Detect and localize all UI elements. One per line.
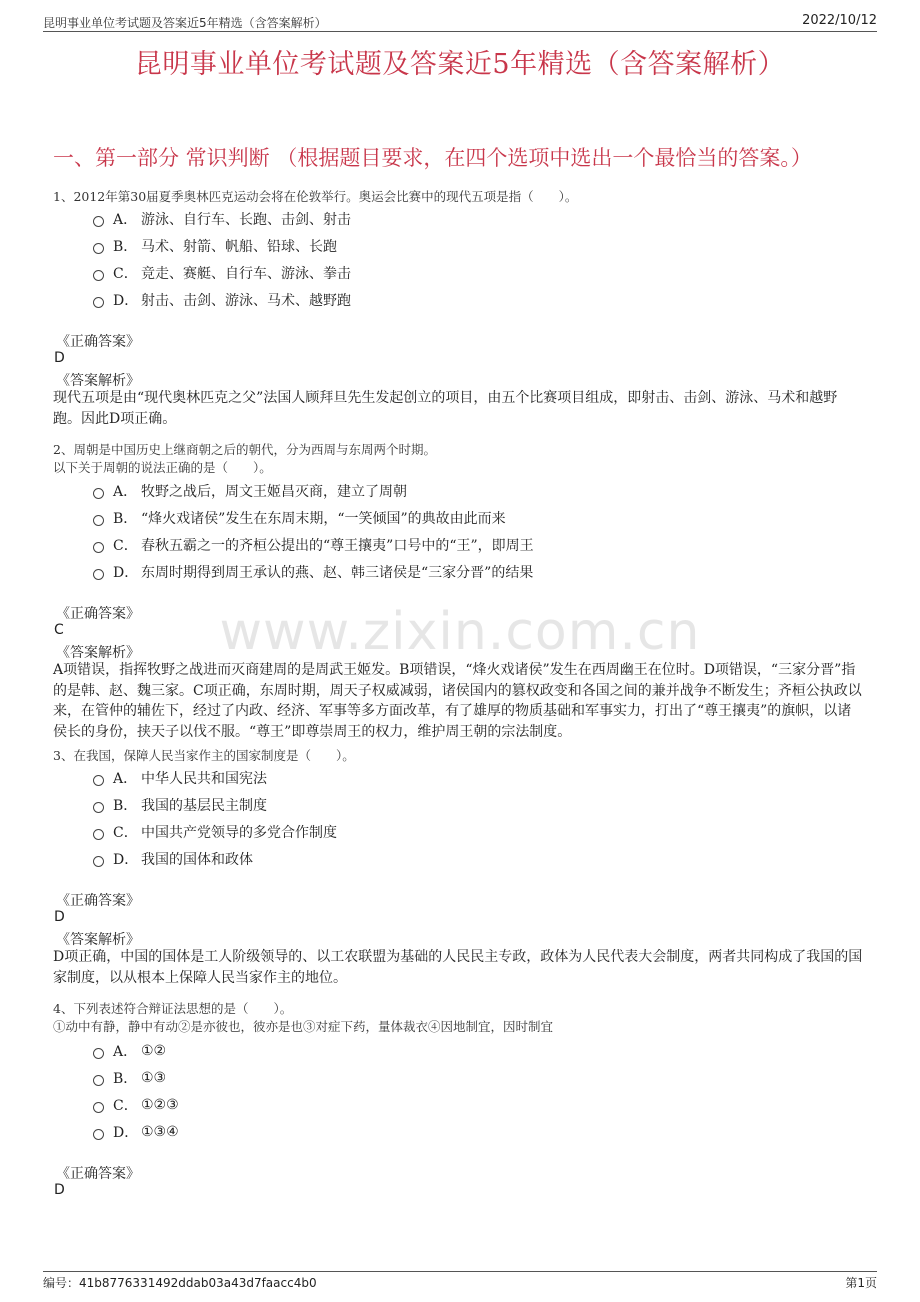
question-2-answer: C: [54, 622, 64, 638]
question-3-answer: D: [54, 909, 65, 925]
radio-icon[interactable]: [93, 297, 104, 308]
radio-icon[interactable]: [93, 216, 104, 227]
header-doc-title: 昆明事业单位考试题及答案近5年精选（含答案解析）: [43, 16, 327, 30]
question-4-option-c[interactable]: C． ①②③: [93, 1095, 179, 1115]
radio-icon[interactable]: [93, 1075, 104, 1086]
question-2-option-a[interactable]: A． 牧野之战后，周文王姬昌灭商，建立了周朝: [93, 481, 407, 501]
question-4-stem-line-1: 4、下列表述符合辩证法思想的是（ ）。: [53, 1001, 293, 1016]
radio-icon[interactable]: [93, 270, 104, 281]
question-1-stem: 1、2012年第30届夏季奥林匹克运动会将在伦敦举行。奥运会比赛中的现代五项是指（ ）。: [53, 189, 578, 204]
radio-icon[interactable]: [93, 243, 104, 254]
radio-icon[interactable]: [93, 1048, 104, 1059]
radio-icon[interactable]: [93, 1129, 104, 1140]
watermark: www.zixin.com.cn: [219, 602, 701, 662]
question-1-option-d[interactable]: D． 射击、击剑、游泳、马术、越野跑: [93, 290, 351, 310]
page-number: 第1页: [845, 1276, 877, 1290]
radio-icon[interactable]: [93, 542, 104, 553]
radio-icon[interactable]: [93, 829, 104, 840]
question-2-stem-line-2: 以下关于周朝的说法正确的是（ ）。: [53, 460, 272, 475]
page-footer: [43, 1271, 877, 1294]
question-2-explanation: A项错误，指挥牧野之战进而灭商建周的是周武王姬发。B项错误，“烽火戏诸侯”发生在西周幽王在位时。D项错误，“三家分晋”指的是韩、赵、魏三家。C项正确，东周时期，周天子权威减弱，诸侯国内的篡权政变和各国之间的兼并战争不断发生；齐桓公执政以来，在管仲的辅佐下，经过了内政、经济、军事等多方面改革，有了雄厚的物质基础和军事实力，打出了“尊王攘夷”的旗帜，以诸侯长的身份，挟天子以伐不服。“尊王”即尊崇周王的权力，维护周王朝的宗法制度。: [53, 662, 862, 740]
radio-icon[interactable]: [93, 569, 104, 580]
radio-icon[interactable]: [93, 802, 104, 813]
radio-icon[interactable]: [93, 1102, 104, 1113]
question-3-option-c[interactable]: C． 中国共产党领导的多党合作制度: [93, 822, 337, 842]
question-1-option-b[interactable]: B． 马术、射箭、帆船、铅球、长跑: [93, 236, 337, 256]
question-2-option-b[interactable]: B． “烽火戏诸侯”发生在东周末期，“一笑倾国”的典故由此而来: [93, 508, 506, 528]
section-heading: 一、第一部分 常识判断 （根据题目要求，在四个选项中选出一个最恰当的答案。）: [53, 146, 812, 170]
analysis-label: 《答案解析》: [56, 373, 140, 389]
question-1-answer: D: [54, 350, 65, 366]
analysis-label: 《答案解析》: [56, 645, 140, 661]
question-4-option-a[interactable]: A． ①②: [93, 1041, 166, 1061]
radio-icon[interactable]: [93, 856, 104, 867]
question-2-stem-line-1: 2、周朝是中国历史上继商朝之后的朝代，分为西周与东周两个时期。: [53, 442, 436, 457]
question-4-stem-line-2: ①动中有静，静中有动②是亦彼也，彼亦是也③对症下药，量体裁衣④因地制宜，因时制宜: [53, 1019, 554, 1034]
correct-answer-label: 《正确答案》: [56, 334, 140, 350]
question-1-explanation: 现代五项是由“现代奥林匹克之父”法国人顾拜旦先生发起创立的项目，由五个比赛项目组成，即射击、击剑、游泳、马术和越野跑。因此D项正确。: [53, 390, 838, 427]
correct-answer-label: 《正确答案》: [56, 1166, 140, 1182]
question-4-answer: D: [54, 1182, 65, 1198]
question-2-option-c[interactable]: C． 春秋五霸之一的齐桓公提出的“尊王攘夷”口号中的“王”，即周王: [93, 535, 534, 555]
page-header: [43, 12, 877, 32]
radio-icon[interactable]: [93, 488, 104, 499]
question-3-stem: 3、在我国，保障人民当家作主的国家制度是（ ）。: [53, 748, 355, 763]
analysis-label: 《答案解析》: [56, 932, 140, 948]
document-title: 昆明事业单位考试题及答案近5年精选（含答案解析）: [134, 49, 786, 80]
question-4-option-b[interactable]: B． ①③: [93, 1068, 166, 1088]
radio-icon[interactable]: [93, 775, 104, 786]
question-3-option-d[interactable]: D． 我国的国体和政体: [93, 849, 253, 869]
question-3-option-a[interactable]: A． 中华人民共和国宪法: [93, 768, 267, 788]
question-2-option-d[interactable]: D． 东周时期得到周王承认的燕、赵、韩三诸侯是“三家分晋”的结果: [93, 562, 533, 582]
question-4-option-d[interactable]: D． ①③④: [93, 1122, 179, 1142]
header-date: 2022/10/12: [802, 13, 877, 28]
correct-answer-label: 《正确答案》: [56, 893, 140, 909]
correct-answer-label: 《正确答案》: [56, 606, 140, 622]
question-3-explanation: D项正确，中国的国体是工人阶级领导的、以工农联盟为基础的人民民主专政，政体为人民代表大会制度，两者共同构成了我国的国家制度，以从根本上保障人民当家作主的地位。: [53, 949, 863, 986]
radio-icon[interactable]: [93, 515, 104, 526]
document-code: 编号：41b8776331492ddab03a43d7faacc4b0: [43, 1276, 317, 1290]
question-1-option-a[interactable]: A． 游泳、自行车、长跑、击剑、射击: [93, 209, 351, 229]
question-3-option-b[interactable]: B． 我国的基层民主制度: [93, 795, 267, 815]
question-1-option-c[interactable]: C． 竞走、赛艇、自行车、游泳、拳击: [93, 263, 351, 283]
